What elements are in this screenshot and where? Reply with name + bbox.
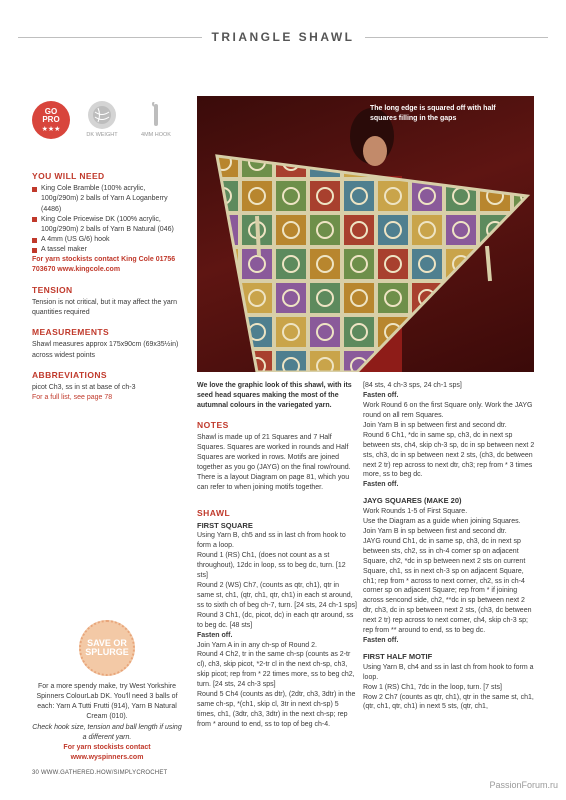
pattern-text: Round 4 Ch2, tr in the same ch-sp (counts as 2-tr cl), ch3, skip picot, *2-tr cl in the next ch-sp, ch3, skip picot; rep from * 22 times more, ss to beg ch2, turn. [24 sts, 24 ch-3 sps] xyxy=(197,651,355,689)
bullet-icon xyxy=(32,187,37,192)
pattern-text: Round 3 Ch1, (dc, picot, dc) in each qtr around, ss to beg dc. [48 sts] xyxy=(197,611,354,629)
pattern-text: Work Rounds 1-5 of First Square. xyxy=(363,507,468,515)
list-item-text: King Cole Bramble (100% acrylic, 100g/290m) 2 balls of Yarn A Loganberry (4486) xyxy=(41,185,168,213)
pattern-text: Round 1 (RS) Ch1, (does not count as a st throughout), 12dc in loop, ss to beg dc, turn. [12 sts] xyxy=(197,552,346,579)
pattern-text: Round 5 Ch4 (counts as dtr), (2dtr, ch3, 3dtr) in the same ch-sp, *(ch1, skip cl, 3tr in next ch-sp) 5 times, ch1, (3dtr, ch3, 3dtr) in the next ch-sp; rep from * around to end, ss to top of beg ch-4. xyxy=(197,691,356,729)
tension-heading: TENSION xyxy=(32,284,73,295)
list-item xyxy=(32,245,182,255)
measurements-heading: MEASUREMENTS xyxy=(32,327,110,338)
abbreviations-note[interactable]: For a full list, see page 78 xyxy=(32,394,113,402)
first-half-motif-heading: FIRST HALF MOTIF xyxy=(363,652,433,662)
hook-size-badge xyxy=(134,101,178,139)
pattern-text: Join Yarn B in sp between first and second dtr. xyxy=(363,527,507,535)
pattern-text: Round 2 (WS) Ch7, (counts as qtr, ch1), qtr in same st, ch1, (qtr, ch1, qtr, ch1) in each st around, ss to sixth ch of beg ch-7, turn. [24 sts, 24 ch-1 sps] xyxy=(197,581,357,609)
hook-size-caption: 4MM HOOK xyxy=(141,132,171,138)
pattern-text: Fasten off. xyxy=(197,631,233,639)
header-rule-right xyxy=(365,37,549,38)
tension-text: Tension is not critical, but it may affect the yarn quantities required xyxy=(32,298,177,317)
pattern-text: JAYG round Ch1, dc in same sp, ch3, dc in next sp between sts, ch2, ss in ch-4 corner sp on adjacent Square, ch2, *dc in sp between next 2 sts on current Square, ch1, ss in next ch-3 sp on adjacent Square, ch1; rep from * across to next corner, ch2, ss in ch-4 corner sp on adjacent Square; rep from * if joining across sencond side, ch2, **dc in sp between next 2 dtr, ch3, dc in sp between next 2 sts, (ch3, dc between next 2 tr) rep across to next corner, ch4, skip ch-3 sp; rep from ** around to end, ss to beg dc. xyxy=(363,537,532,635)
bullet-icon xyxy=(32,238,37,243)
list-item-text: A 4mm (US G/6) hook xyxy=(41,236,110,244)
first-square-heading: FIRST SQUARE xyxy=(197,520,253,530)
shawl-photo xyxy=(197,96,534,372)
save-or-splurge-badge xyxy=(79,620,135,676)
pattern-column-1 xyxy=(197,381,357,730)
difficulty-badges xyxy=(32,101,178,139)
abbreviations-text: picot Ch3, ss in st at base of ch-3 xyxy=(32,384,136,392)
measurements-text: Shawl measures approx 175x90cm (69x35½in) across widest points xyxy=(32,341,179,359)
page-header xyxy=(0,28,566,46)
go-pro-bottom: PRO xyxy=(42,114,60,124)
promo-text: For a more spendy make, try West Yorkshire Spinners ColourLab DK. You'll need 3 balls of each: Yarn A Tutti Frutti (914), Yarn B Natural Cream (010). xyxy=(36,683,178,721)
photo-caption: The long edge is squared off with half squares filling in the gaps xyxy=(370,105,496,122)
pattern-text: Join Yarn A in in any ch-sp of Round 2. xyxy=(197,641,317,649)
pattern-text: Round 6 Ch1, *dc in same sp, ch3, dc in next sp between sts, ch4, skip ch-3 sp, dc in sp between next 2 sts, ch3, dc in sp between next 2 sts, (ch3, dc between next 2 tr) rep across to next dtr, ch3; rep from * 3 times more, ss to beg dc. xyxy=(363,431,535,479)
pattern-text: Using Yarn B, ch5 and ss in last ch from hook to form a loop. xyxy=(197,532,346,550)
pattern-text: Row 2 Ch7 (counts as qtr, ch1), qtr in the same st, ch1, (qtr, ch1, qtr, ch1) in next 5 sts, (qtr, ch1, xyxy=(363,693,534,711)
difficulty-stars: ★★★ xyxy=(41,125,61,133)
yarn-weight-caption: DK WEIGHT xyxy=(86,132,118,138)
pattern-text: Use the Diagram as a guide when joining Squares. xyxy=(363,517,521,525)
hook-icon xyxy=(142,101,170,129)
list-item-text: A tassel maker xyxy=(41,246,87,254)
list-item-text: King Cole Pricewise DK (100% acrylic, 100g/290m) 2 balls of Yarn B Natural (046) xyxy=(41,215,174,233)
shawl-illustration xyxy=(197,96,534,372)
promo-note: Check hook size, tension and ball length if using a different yarn. xyxy=(32,723,182,741)
bullet-icon xyxy=(32,217,37,222)
list-item xyxy=(32,235,182,245)
yarn-ball-icon xyxy=(88,101,116,129)
shawl-heading: SHAWL xyxy=(197,507,231,518)
go-pro-badge xyxy=(32,101,70,139)
materials-sidebar xyxy=(32,170,182,403)
pattern-text: Work Round 6 on the first Square only. Work the JAYG round on all rem Squares. xyxy=(363,401,533,419)
pattern-text: Fasten off. xyxy=(363,637,399,645)
intro-text: We love the graphic look of this shawl, with its seed head squares making the most of the autumnal colours in the variegated yarn. xyxy=(197,382,352,409)
header-rule-left xyxy=(18,37,202,38)
pattern-text: [84 sts, 4 ch-3 sps, 24 ch-1 sps] xyxy=(363,382,462,389)
promo-stockists-link[interactable]: For yarn stockists contact www.wyspinners.com xyxy=(63,743,151,761)
badge-text: SAVE OR SPLURGE xyxy=(85,637,129,657)
pattern-text: Row 1 (RS) Ch1, 7dc in the loop, turn. [7 sts] xyxy=(363,683,502,691)
bullet-icon xyxy=(32,248,37,253)
list-item xyxy=(32,215,182,235)
pattern-text: Join Yarn B in sp between first and second dtr. xyxy=(363,421,507,429)
pattern-text: Fasten off. xyxy=(363,391,399,399)
yarn-weight-badge xyxy=(80,101,124,139)
list-item xyxy=(32,184,182,214)
stockists-link[interactable]: For yarn stockists contact King Cole 01756 703670 www.kingcole.com xyxy=(32,256,176,274)
abbreviations-heading: ABBREVIATIONS xyxy=(32,369,107,380)
pattern-text: Fasten off. xyxy=(363,481,399,489)
pattern-column-2 xyxy=(363,381,535,712)
notes-text: Shawl is made up of 21 Squares and 7 Half Squares. Squares are worked in rounds and Half Squares are worked in rows. Motifs are joined together as you go (JAYG) on the final row/round. There is a layout Diagram on page 81, which you can refer to when joining motifs together. xyxy=(197,433,351,491)
you-will-need-heading: YOU WILL NEED xyxy=(32,171,105,181)
save-or-splurge-box xyxy=(32,620,182,763)
pattern-text: Using Yarn B, ch4 and ss in last ch from hook to form a loop. xyxy=(363,663,534,681)
notes-heading: NOTES xyxy=(197,419,229,430)
watermark: PassionForum.ru xyxy=(489,780,558,790)
page-footer: 30 WWW.GATHERED.HOW/SIMPLYCROCHET xyxy=(32,770,168,776)
jayg-heading: JAYG SQUARES (MAKE 20) xyxy=(363,496,462,506)
page-title: TRIANGLE SHAWL xyxy=(211,30,355,44)
go-pro-top: GO xyxy=(44,106,58,116)
